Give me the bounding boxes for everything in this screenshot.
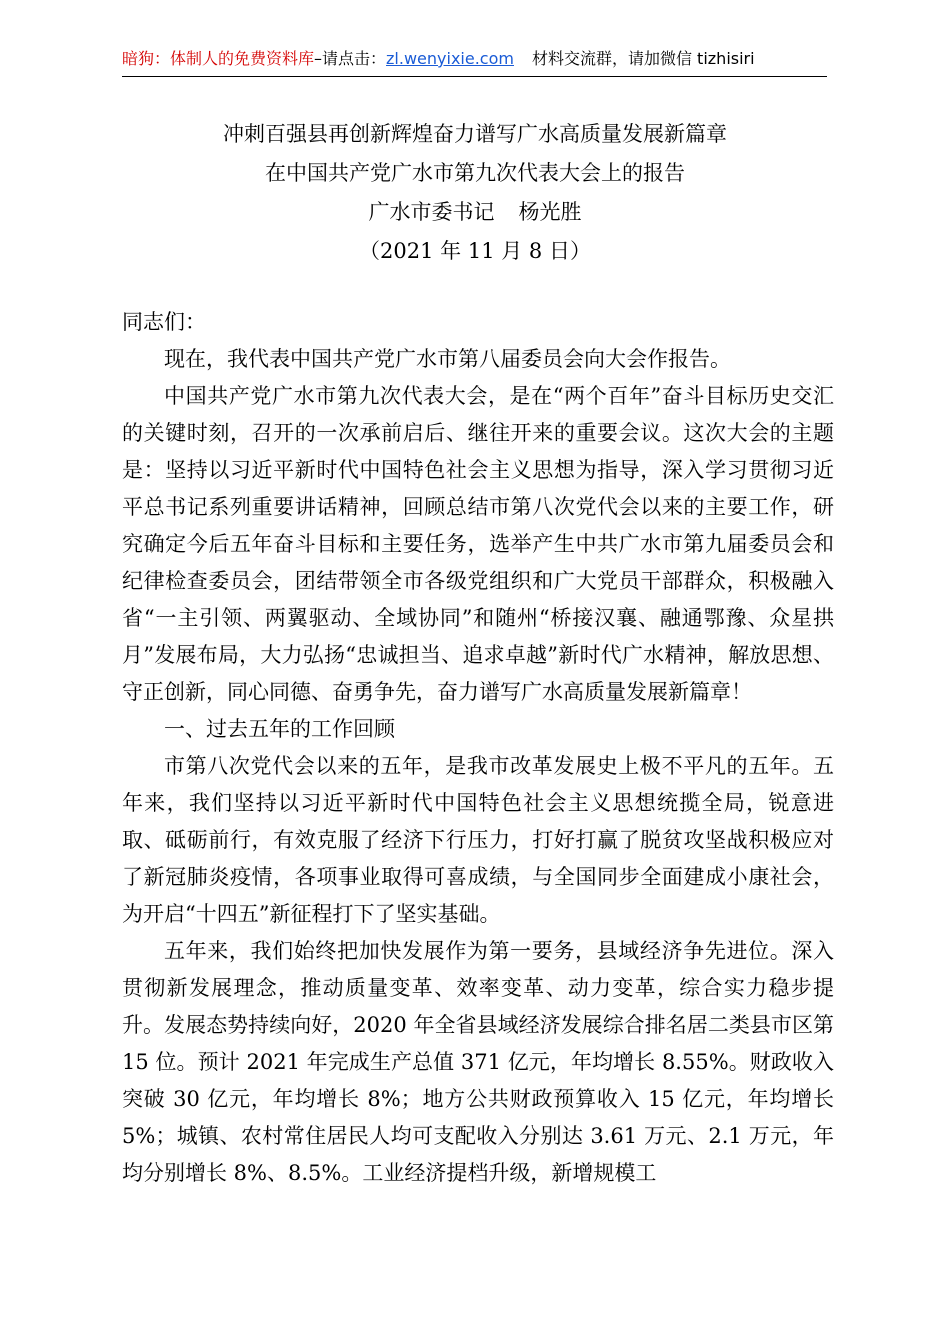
document-subtitle: 在中国共产党广水市第九次代表大会上的报告	[265, 161, 685, 185]
document-title-block	[0, 115, 950, 271]
paragraph: 市第八次党代会以来的五年，是我市改革发展史上极不平凡的五年。五年来，我们坚持以习近平新时代中国特色社会主义思想统揽全局，锐意进取、砥砺前行，有效克服了经济下行压力，打好打赢了脱贫攻坚战积极应对了新冠肺炎疫情，各项事业取得可喜成绩，与全国同步全面建成小康社会，为开启“十四五”新征程打下了坚实基础。	[122, 754, 834, 926]
header-link[interactable]: zl.wenyixie.com	[386, 49, 514, 68]
paragraph: 现在，我代表中国共产党广水市第八届委员会向大会作报告。	[164, 347, 731, 371]
salutation: 同志们：	[122, 310, 206, 334]
document-date: （2021 年 11 月 8 日）	[359, 239, 591, 263]
page-header	[122, 46, 827, 77]
section-heading: 一、过去五年的工作回顾	[164, 717, 395, 741]
header-prompt: –请点击：	[314, 49, 387, 68]
author-name: 杨光胜	[518, 200, 582, 224]
document-title: 冲刺百强县再创新辉煌奋力谱写广水高质量发展新篇章	[223, 122, 727, 146]
document-author	[0, 193, 950, 232]
header-wechat: 材料交流群，请加微信 tizhisiri	[531, 49, 755, 68]
paragraph: 五年来，我们始终把加快发展作为第一要务，县域经济争先进位。深入贯彻新发展理念，推动质量变革、效率变革、动力变革，综合实力稳步提升。发展态势持续向好，2020 年全省县域经济发展综合排名居二类县市区第 15 位。预计 2021 年完成生产总值 371 亿元，年均增长 8.55%。财政收入突破 30 亿元，年均增长 8%；地方公共财政预算收入 15 亿元，年均增长 5%；城镇、农村常住居民人均可支配收入分别达 3.61 万元、2.1 万元，年均分别增长 8%、8.5%。工业经济提档升级，新增规模工	[122, 939, 834, 1185]
author-role: 广水市委书记	[368, 200, 495, 224]
paragraph: 中国共产党广水市第九次代表大会，是在“两个百年”奋斗目标历史交汇的关键时刻，召开的一次承前启后、继往开来的重要会议。这次大会的主题是：坚持以习近平新时代中国特色社会主义思想为指导，深入学习贯彻习近平总书记系列重要讲话精神，回顾总结市第八次党代会以来的主要工作，研究确定今后五年奋斗目标和主要任务，选举产生中共广水市第九届委员会和纪律检查委员会，团结带领全市各级党组织和广大党员干部群众，积极融入省“一主引领、两翼驱动、全域协同”和随州“桥接汉襄、融通鄂豫、众星拱月”发展布局，大力弘扬“忠诚担当、追求卓越”新时代广水精神，解放思想、守正创新，同心同德、奋勇争先，奋力谱写广水高质量发展新篇章！	[122, 384, 834, 704]
header-brand: 暗狗：体制人的免费资料库	[122, 49, 315, 68]
document-body	[122, 304, 834, 1192]
